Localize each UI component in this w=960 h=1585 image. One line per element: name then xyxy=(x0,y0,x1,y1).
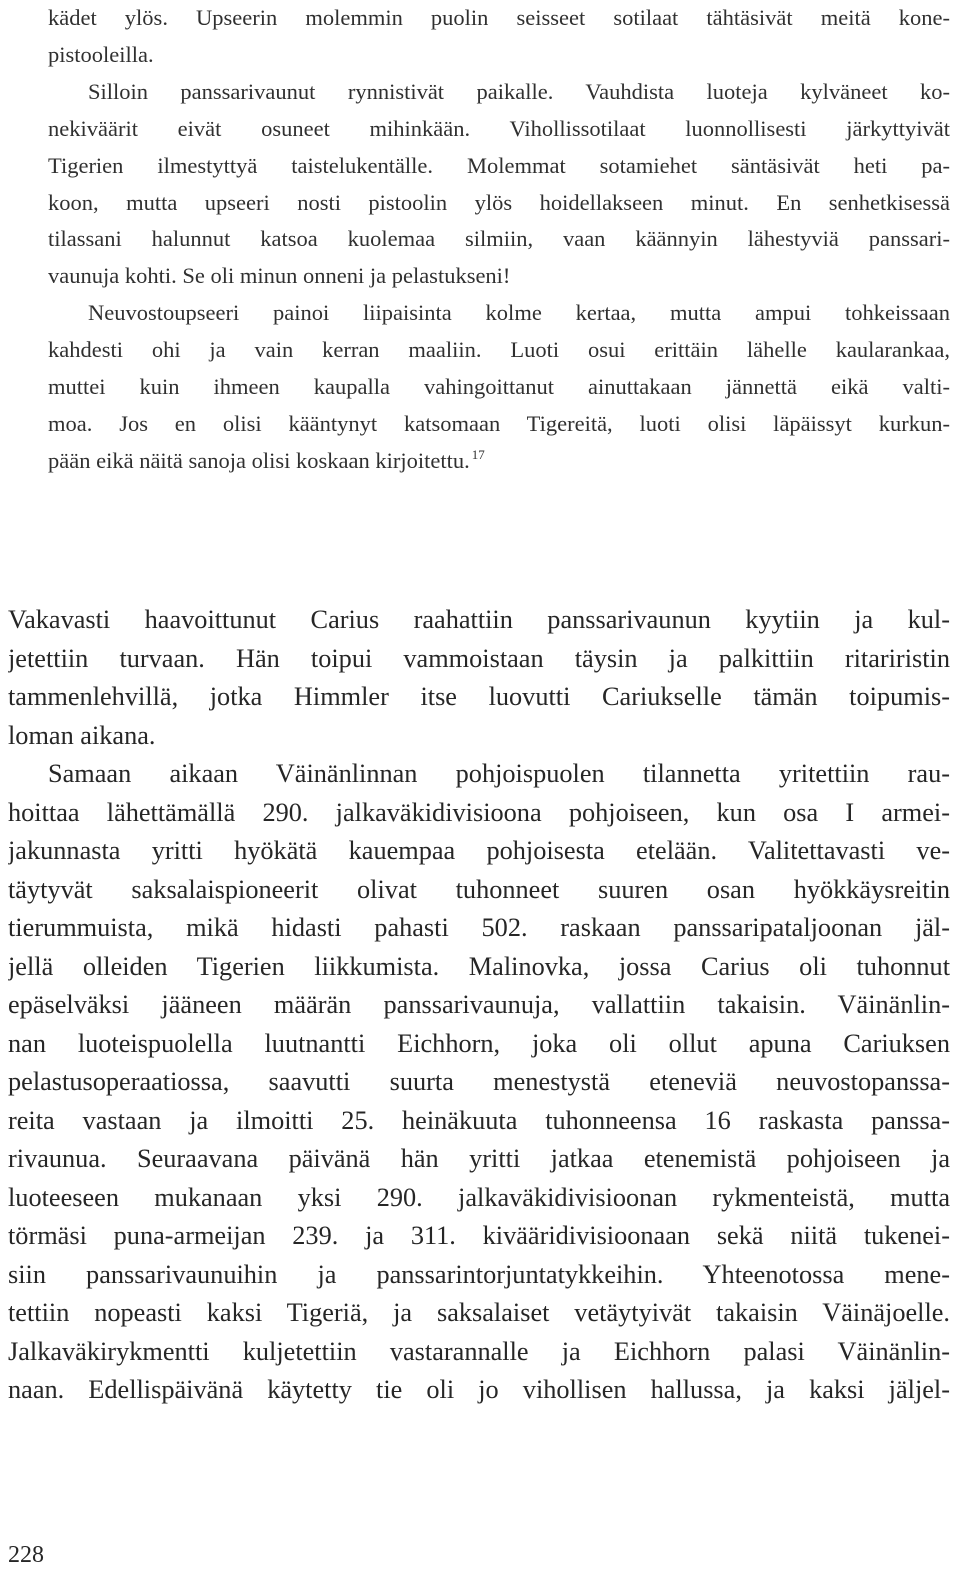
paragraph-line-text: reita vastaan ja ilmoitti 25. heinäkuuta tuhonneensa 16 raskasta panssa- xyxy=(8,1105,950,1135)
quote-line xyxy=(48,148,950,185)
paragraph-line-text: siin panssarivaunuihin ja panssarintorjuntatykkeihin. Yhteenotossa mene- xyxy=(8,1259,950,1289)
paragraph-line xyxy=(8,871,950,910)
paragraph-line-text: hoittaa lähettämällä 290. jalkaväkidivisioona pohjoiseen, kun osa I armei- xyxy=(8,797,950,827)
paragraph-line xyxy=(8,1371,950,1410)
paragraph-line xyxy=(8,1025,950,1064)
paragraph-line-text: rivaunua. Seuraavana päivänä hän yritti jatkaa etenemistä pohjoiseen ja xyxy=(8,1144,950,1173)
paragraph-line xyxy=(8,717,950,756)
paragraph-line-text: Samaan aikaan Väinänlinnan pohjoispuolen tilannetta yritettiin rau- xyxy=(48,759,950,788)
paragraph-line-text: täytyvät saksalaispioneerit olivat tuhonneet suuren osan hyökkäysreitin xyxy=(8,874,950,904)
paragraph-line-text: tammenlehvillä, jotka Himmler itse luovutti Cariukselle tämän toipumis- xyxy=(8,682,950,711)
paragraph-line xyxy=(8,1333,950,1372)
quote-line xyxy=(48,295,950,332)
paragraph-line xyxy=(8,948,950,987)
quote-line-text: Neuvostoupseeri painoi liipaisinta kolme kertaa, mutta ampui tohkeissaan xyxy=(88,300,950,326)
paragraph-line xyxy=(8,1063,950,1102)
quote-line-text: Silloin panssarivaunut rynnistivät paikalle. Vauhdista luoteja kylväneet ko- xyxy=(88,78,950,104)
paragraph-line xyxy=(8,794,950,833)
quote-line xyxy=(48,185,950,222)
paragraph-line xyxy=(8,1102,950,1141)
paragraph-line xyxy=(8,986,950,1025)
block-quote xyxy=(48,0,950,480)
quote-line-text: koon, mutta upseeri nosti pistoolin ylös hoidellakseen minut. En senhetkisessä xyxy=(48,189,950,215)
footnote-marker: 17 xyxy=(471,446,485,462)
paragraph-line xyxy=(8,601,950,640)
paragraph-line-text: tettiin nopeasti kaksi Tigeriä, ja saksalaiset vetäytyivät takaisin Väinäjoelle. xyxy=(8,1298,950,1327)
paragraph-line-text: Vakavasti haavoittunut Carius raahattiin panssarivaunun kyytiin ja kul- xyxy=(8,605,950,634)
quote-line xyxy=(48,37,950,74)
paragraph-line xyxy=(8,678,950,717)
paragraph-line xyxy=(8,1217,950,1256)
paragraph-line-text: epäselväksi jääneen määrän panssarivaunuja, vallattiin takaisin. Väinänlin- xyxy=(8,990,950,1019)
paragraph-line-text: nan luoteispuolella luutnantti Eichhorn, joka oli ollut apuna Cariuksen xyxy=(8,1028,950,1058)
paragraph-line-text: törmäsi puna-armeijan 239. ja 311. kivääridivisioonaan sekä niitä tukenei- xyxy=(8,1221,950,1250)
quote-line-text: vaunuja kohti. Se oli minun onneni ja pelastukseni! xyxy=(48,263,511,289)
paragraph-line xyxy=(8,1256,950,1295)
quote-line xyxy=(48,443,950,480)
paragraph-line xyxy=(8,909,950,948)
page-number: 228 xyxy=(8,1542,44,1568)
quote-line xyxy=(48,332,950,369)
paragraph-line xyxy=(8,755,950,794)
quote-line-text: Tigerien ilmestyttyä taistelukentälle. Molemmat sotamiehet säntäsivät heti pa- xyxy=(48,152,950,178)
quote-line xyxy=(48,406,950,443)
paragraph-line xyxy=(8,640,950,679)
paragraph-line-text: pelastusoperaatiossa, saavutti suurta menestystä eteneviä neuvostopanssa- xyxy=(8,1067,950,1096)
quote-line xyxy=(48,111,950,148)
quote-line-text: tilassani halunnut katsoa kuolemaa silmiin, vaan käännyin lähestyviä panssari- xyxy=(48,226,950,252)
quote-line xyxy=(48,369,950,406)
quote-line-text: kädet ylös. Upseerin molemmin puolin seisseet sotilaat tähtäsivät meitä kone- xyxy=(48,5,950,30)
paragraph-line xyxy=(8,1294,950,1333)
quote-line xyxy=(48,221,950,258)
paragraph-line-text: naan. Edellispäivänä käytetty tie oli jo vihollisen hallussa, ja kaksi jäljel- xyxy=(8,1375,950,1404)
paragraph-line xyxy=(8,832,950,871)
quote-line-text: moa. Jos en olisi kääntynyt katsomaan Tigereitä, luoti olisi läpäissyt kurkun- xyxy=(48,410,950,436)
quote-line xyxy=(48,0,950,37)
paragraph-line-text: tierummuista, mikä hidasti pahasti 502. raskaan panssaripataljoonan jäl- xyxy=(8,913,950,942)
paragraph-line-text: jetettiin turvaan. Hän toipui vammoistaan täysin ja palkittiin ritariristin xyxy=(8,643,950,673)
paragraph-line-text: jakunnasta yritti hyökätä kauempaa pohjoisesta etelään. Valitettavasti ve- xyxy=(8,836,950,865)
main-text xyxy=(8,601,950,1410)
quote-line-text: kahdesti ohi ja vain kerran maaliin. Luoti osui erittäin lähelle kaularankaa, xyxy=(48,337,950,363)
quote-line xyxy=(48,258,950,295)
quote-line-text: pään eikä näitä sanoja olisi koskaan kirjoitettu. xyxy=(48,447,470,473)
paragraph-line-text: jellä olleiden Tigerien liikkumista. Malinovka, jossa Carius oli tuhonnut xyxy=(8,951,950,981)
paragraph-line-text: loman aikana. xyxy=(8,720,156,750)
quote-line-text: nekiväärit eivät osuneet mihinkään. Vihollissotilaat luonnollisesti järkyttyivät xyxy=(48,115,950,141)
quote-line-text: pistooleilla. xyxy=(48,41,154,67)
paragraph-line-text: Jalkaväkirykmentti kuljetettiin vastarannalle ja Eichhorn palasi Väinänlin- xyxy=(8,1336,950,1366)
quote-line-text: muttei kuin ihmeen kaupalla vahingoittanut ainuttakaan jännettä eikä valti- xyxy=(48,374,950,400)
paragraph-line-text: luoteeseen mukanaan yksi 290. jalkaväkidivisioonan rykmenteistä, mutta xyxy=(8,1182,950,1212)
paragraph-line xyxy=(8,1179,950,1218)
paragraph-line xyxy=(8,1140,950,1179)
quote-line xyxy=(48,74,950,111)
